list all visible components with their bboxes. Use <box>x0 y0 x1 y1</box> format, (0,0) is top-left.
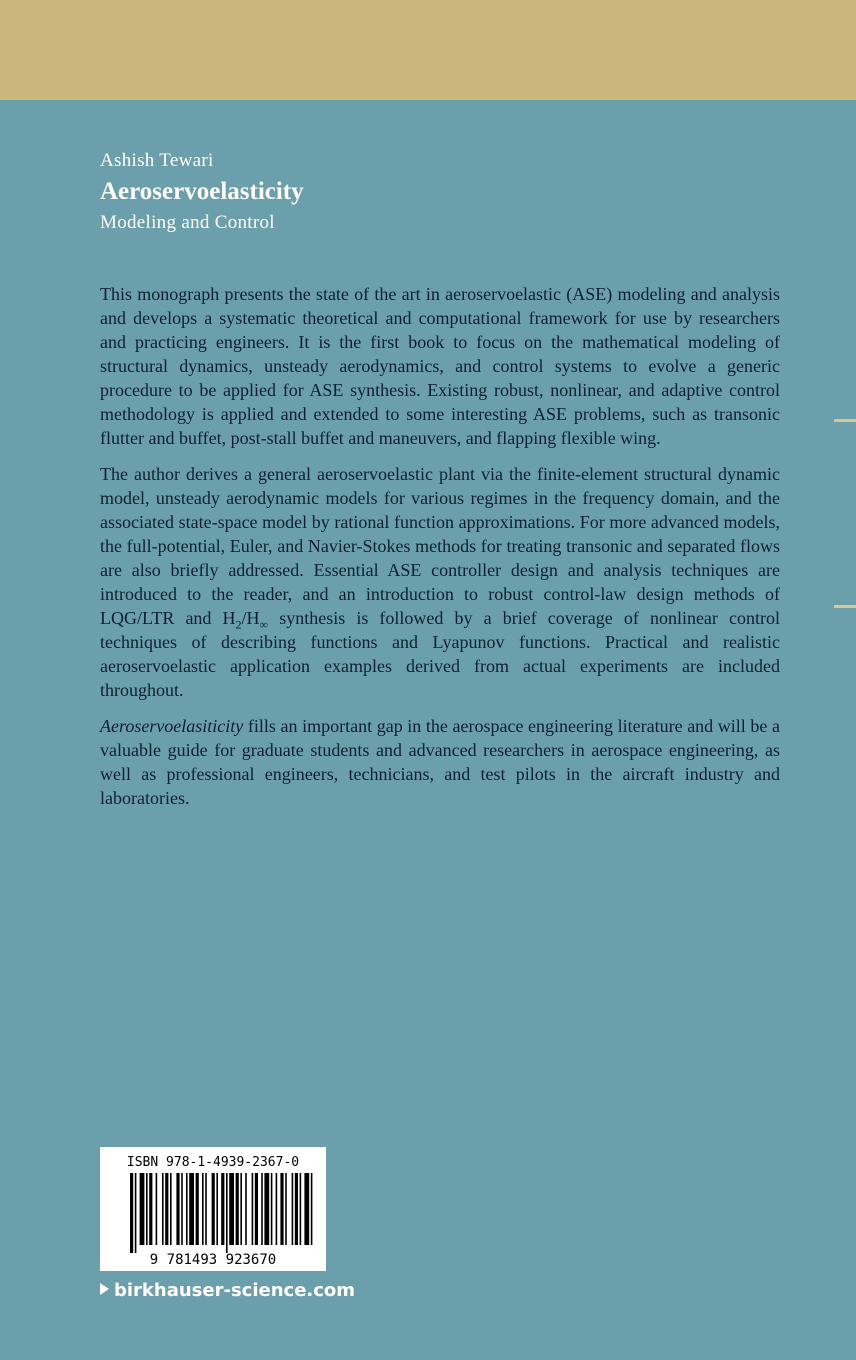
barcode-bar <box>236 1173 239 1245</box>
barcode-bar <box>240 1173 242 1245</box>
barcode-bar <box>181 1173 183 1245</box>
publisher-url: birkhauser-science.com <box>114 1280 356 1301</box>
barcode-bar <box>264 1173 269 1245</box>
blurb-paragraph-3: Aeroservoelasiticity fills an important gap in the aerospace engineering literature and will be a valuable guide for graduate students and advanced researchers in aerospace engineering, as well as professional engineers, technicians, and test pilots in the aircraft industry and laboratories. <box>100 716 780 808</box>
back-cover-blurb <box>100 282 780 822</box>
barcode-bar <box>285 1173 287 1245</box>
barcode-bar <box>311 1173 313 1245</box>
barcode-bar <box>229 1173 234 1245</box>
barcode-graphic <box>100 1173 326 1271</box>
barcode-bar <box>186 1173 188 1245</box>
barcode-digits: 9 781493 923670 <box>149 1252 277 1268</box>
barcode-bar <box>295 1173 298 1245</box>
barcode-bar <box>176 1173 179 1245</box>
barcode-bar <box>226 1173 228 1253</box>
barcode-bar <box>280 1173 283 1245</box>
author-name: Ashish Tewari <box>100 150 214 171</box>
barcode-bar <box>271 1173 273 1245</box>
barcode-bar <box>300 1173 302 1245</box>
book-title: Aeroservoelasticity <box>100 178 304 205</box>
barcode-bar <box>170 1173 172 1245</box>
triangle-arrow-icon <box>100 1283 109 1295</box>
barcode-bar <box>252 1173 254 1245</box>
barcode-bar <box>156 1173 158 1245</box>
barcode-bars <box>130 1173 312 1253</box>
isbn-label: ISBN 978-1-4939-2367-0 <box>126 1155 300 1170</box>
barcode-bar <box>292 1173 294 1245</box>
blurb-paragraph-1: This monograph presents the state of the art in aeroservoelastic (ASE) modeling and analysis and develops a systematic theoretical and computational framework for use by researchers and practicing engineers. It is the first book to focus on the mathematical modeling of structural dynamics, unsteady aerodynamics, and control systems to evolve a generic procedure to be applied for ASE synthesis. Existing robust, nonlinear, and adaptive control methodology is applied and extended to some interesting ASE problems, such as transonic flutter and buffet, post-stall buffet and maneuvers, and flapping flexible wing. <box>100 284 780 448</box>
barcode-bar <box>245 1173 247 1245</box>
barcode-bar <box>165 1173 168 1245</box>
barcode-bar <box>149 1173 152 1245</box>
barcode-bar <box>221 1173 224 1245</box>
barcode-bar <box>276 1173 278 1245</box>
barcode-bar <box>146 1173 148 1245</box>
top-color-band <box>0 0 856 100</box>
barcode-bar <box>140 1173 145 1245</box>
barcode-bar <box>162 1173 164 1245</box>
barcode-bar <box>261 1173 263 1245</box>
barcode-bar <box>216 1173 218 1245</box>
barcode-bar <box>202 1173 204 1245</box>
barcode-bar <box>130 1173 133 1253</box>
blurb-paragraph-2: The author derives a general aeroservoelastic plant via the finite-element structural dynamic model, unsteady aerodynamic models for various regimes in the frequency domain, and the associated state-space model by rational function approximations. For more advanced models, the full-potential, Euler, and Navier-Stokes methods for treating transonic and separated flows are also briefly addressed. Essential ASE controller design and analysis techniques are introduced to the reader, and an introduction to robust control-law design methods of LQG/LTR and $H_2/H_\infty$ synthesis is followed by a brief coverage of nonlinear control techniques of describing functions and Lyapunov functions. Practical and realistic aeroservoelastic application examples derived from actual experiments are included throughout. <box>100 464 781 700</box>
edge-tick-mark <box>834 419 856 422</box>
barcode-bar <box>205 1173 207 1245</box>
publisher-link[interactable] <box>100 1280 355 1301</box>
barcode-bar <box>135 1173 137 1253</box>
barcode-bar <box>255 1173 258 1245</box>
isbn-barcode <box>100 1147 326 1271</box>
barcode-bar <box>189 1173 194 1245</box>
barcode-bar <box>196 1173 199 1245</box>
book-subtitle: Modeling and Control <box>100 212 275 233</box>
barcode-bar <box>212 1173 215 1245</box>
edge-tick-mark <box>834 605 856 608</box>
barcode-bar <box>304 1173 309 1245</box>
